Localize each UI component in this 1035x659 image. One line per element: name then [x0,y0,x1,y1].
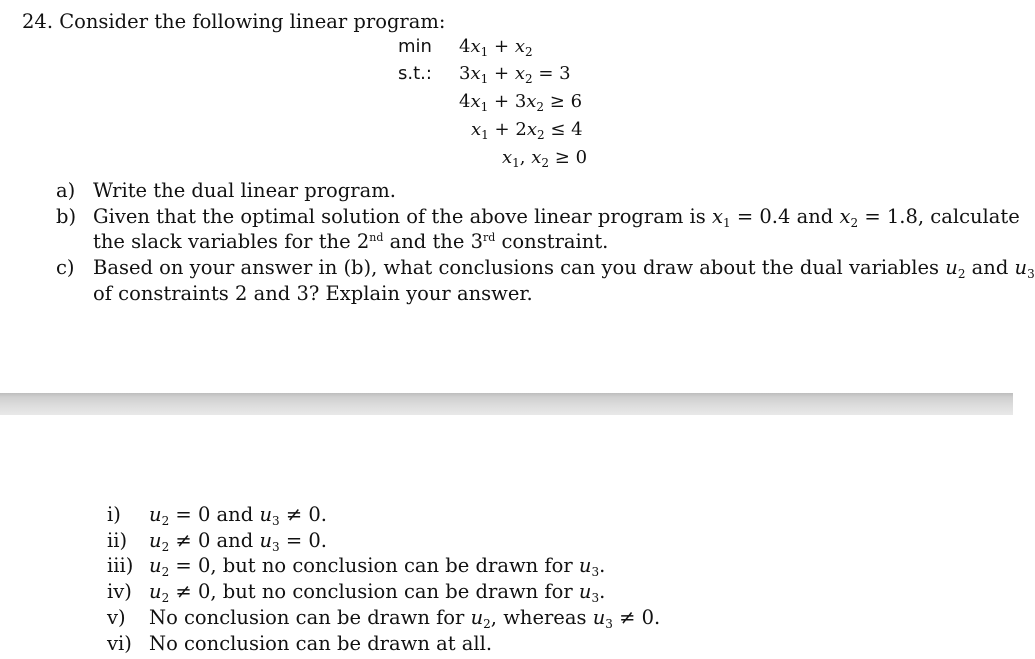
option-ii-text: $u_2 \ne 0$ and $u_3 = 0$. [149,529,327,554]
option-iv-label: iv) [107,580,132,603]
option-ii-label: ii) [107,529,128,552]
option-i-text: $u_2 = 0$ and $u_3 \ne 0$. [149,503,327,528]
lp-st-label: s.t.: [398,63,432,84]
lp-constraint-2: $4x_1 + 3x_2 \ge 6$ [459,91,583,114]
part-c-line-1: Based on your answer in (b), what conclusions can you draw about the dual variables $u_2$ and $u_3$ [93,256,1035,281]
section-divider [0,393,1013,415]
part-b-line-1: Given that the optimal solution of the above linear program is $x_1 = 0.4$ and $x_2 = 1.8$, calculate [93,205,1020,230]
lp-constraint-3: $x_1 + 2x_2 \le 4$ [471,119,583,142]
option-iii-text: $u_2 = 0$, but no conclusion can be drawn for $u_3$. [149,554,606,579]
option-vi-text: No conclusion can be drawn at all. [149,632,493,655]
option-v-label: v) [107,606,126,629]
part-c-line-2: of constraints 2 and 3? Explain your answer. [93,282,533,305]
lp-objective: $4x_1 + x_2$ [459,36,533,59]
part-a-label: a) [56,179,76,202]
part-b-line-2: the slack variables for the 2nd and the 3rd constraint. [93,230,609,253]
lp-nonnegativity: $x_1$, $x_2 \ge 0$ [502,147,588,170]
option-iv-text: $u_2 \ne 0$, but no conclusion can be drawn for $u_3$. [149,580,606,605]
part-c-label: c) [56,256,75,279]
option-iii-label: iii) [107,554,134,577]
lp-constraint-1: $3x_1 + x_2 = 3$ [459,63,571,86]
option-i-label: i) [107,503,121,526]
lp-min-label: min [398,36,432,57]
question-title: 24. Consider the following linear program: [22,10,446,33]
option-v-text: No conclusion can be drawn for $u_2$, whereas $u_3 \ne 0$. [149,606,661,631]
part-a-text: Write the dual linear program. [93,179,396,202]
option-vi-label: vi) [107,632,132,655]
part-b-label: b) [56,205,77,228]
